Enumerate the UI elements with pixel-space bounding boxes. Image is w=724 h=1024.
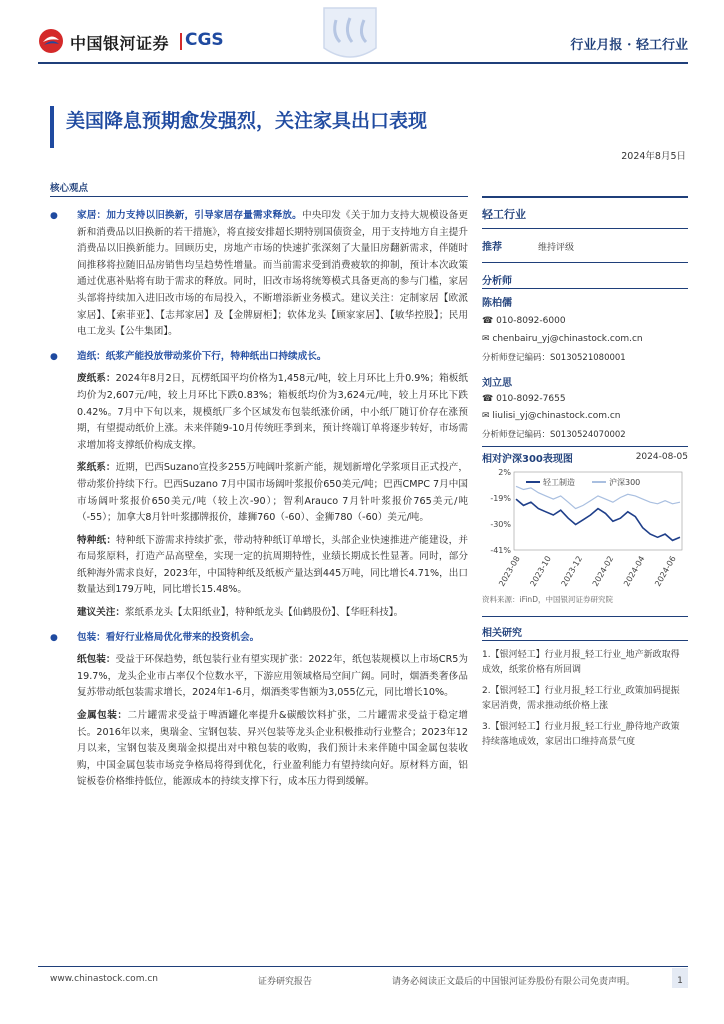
header-rule (38, 62, 688, 64)
para-pulp (50, 460, 468, 526)
analyst-2-email[interactable] (482, 411, 620, 421)
waste-paper-label: 废纸系： (77, 373, 116, 385)
page-number: 1 (677, 976, 683, 986)
bullet-icon: ● (50, 632, 58, 643)
brand-logo-icon (38, 28, 64, 54)
chart-legend-label: 沪深300 (609, 478, 641, 487)
paper-pack-label: 纸包装： (77, 654, 116, 666)
para-home-head: 家居：加力支持以旧换新，引导家居存量需求释放。 (77, 210, 302, 221)
special-paper-body: 特种纸下游需求持续扩张，带动特种纸订单增长，头部企业快速推进产能建设，并布局浆原料，打造产品高壁垒，实现一定的抗周期特性，业绩长期成长性显著。同时，部分纸种海外需求良好，2023年，中国特种纸及纸板产量达到445万吨，同比增长4.71%，出口数量达到179万吨，同比增长15.48%。 (77, 534, 468, 596)
para-packaging (50, 630, 468, 647)
chart-x-tick: 2024-06 (653, 554, 678, 588)
mail-icon: ✉ (482, 334, 493, 344)
para-home (50, 208, 468, 341)
rating-value: 维持评级 (538, 243, 575, 253)
sidebar (482, 196, 688, 756)
footer-disclaimer: 请务必阅读正文最后的中国银河证券股份有限公司免责声明。 (392, 977, 636, 987)
footer-url[interactable]: www.chinastock.com.cn (50, 974, 158, 984)
para-metal-pack (50, 708, 468, 791)
analyst-1-reg: 分析师登记编码：S0130521080001 (482, 353, 626, 363)
chart-date: 2024-08-05 (635, 452, 688, 462)
analyst-1-email-text: chenbairu_yj@chinastock.com.cn (492, 334, 643, 344)
related-item[interactable]: 1.【银河轻工】行业月报_轻工行业_地产新政取得成效，纸浆价格有所回调 (482, 650, 680, 675)
sidebar-rule-6 (482, 640, 688, 641)
core-rule (50, 196, 468, 197)
page-number-box (672, 968, 688, 988)
analyst-1-email[interactable] (482, 334, 643, 344)
chart-x-tick: 2023-08 (497, 554, 522, 588)
para-paper-pack (50, 652, 468, 702)
brand-name: 中国银河证券 (70, 34, 170, 53)
para-paper (50, 349, 468, 366)
report-date: 2024年8月5日 (621, 151, 686, 162)
report-type: 行业月报 · 轻工行业 (570, 38, 688, 53)
pulp-body: 近期，巴西Suzano宣投多255万吨阔叶浆新产能，规划新增化学浆项目正式投产，带动浆价持续下行。巴西Suzano 7月中国市场阔叶浆报价650美元/吨；巴西CMPC 7月中国市场阔叶浆报价650美元/吨（较上次-90）；智利Arauco 7月针叶浆报价765美元/吨（-55）；加拿大8月针叶浆挪牌报价，雄狮760（-60）、金狮780（-60）美元/吨。 (77, 462, 468, 524)
performance-chart (482, 466, 688, 596)
related-item[interactable]: 3.【银河轻工】行业月报_轻工行业_静待地产政策持续落地成效，家居出口维持高景气度 (482, 722, 680, 747)
watermark-logo (318, 6, 382, 64)
chart-title: 相对沪深300表现图 (482, 454, 573, 465)
para-waste-paper (50, 371, 468, 454)
chart-source: 资料来源：iFinD，中国银河证券研究院 (482, 595, 613, 604)
suggest-label: 建议关注： (77, 607, 125, 619)
related-heading: 相关研究 (482, 628, 522, 639)
sidebar-industry: 轻工行业 (482, 208, 526, 221)
rating-label: 推荐 (482, 242, 502, 253)
bullet-icon: ● (50, 351, 58, 362)
brand-divider (180, 33, 182, 50)
analyst-heading: 分析师 (482, 276, 512, 287)
paper-pack-body: 受益于环保趋势，纸包装行业有望实现扩张：2022年，纸包装规模以上市场CR5为19.7%，龙头企业市占率仅个位数水平，下游应用领域格局空间广阔。同时，烟酒类奢侈品复苏带动纸包装需求增长，2024年1-6月，烟酒类零售额为3,055亿元，同比增长10%。 (77, 654, 468, 699)
chart-x-tick: 2023-10 (528, 554, 553, 588)
chart-x-tick: 2023-12 (559, 554, 585, 588)
sidebar-rule-3 (482, 288, 688, 289)
analyst-1-name: 陈柏儒 (482, 298, 512, 309)
analyst-2-phone-text: 010-8092-7655 (496, 394, 566, 404)
sidebar-rule-top (482, 196, 688, 198)
chart-y-tick: -30% (490, 520, 511, 529)
metal-pack-body: 二片罐需求受益于啤酒罐化率提升&碳酸饮料扩张，二片罐需求受益于稳定增长。2016年以来，奥瑞金、宝钢包装、昇兴包装等龙头企业积极推动行业整合；2023年12月以来，宝钢包装及奥瑞金拟提出对中粮包装的收购，我们预计未来伴随中国金属包装收购，中国金属包装市场竞争格局将得到优化，行业盈利能力有望持续向好。原材料方面，铝锭板卷价格维持低位，能源成本的持续支撑下行，成本压力得到缓解。 (77, 710, 468, 788)
chart-series-line-0 (516, 499, 680, 540)
analyst-1-phone (482, 316, 566, 326)
analyst-2-phone (482, 394, 566, 404)
core-label: 核心观点 (50, 183, 89, 194)
para-suggest (50, 605, 468, 622)
analyst-1-phone-text: 010-8092-6000 (496, 316, 566, 326)
sidebar-rule-4 (482, 446, 688, 447)
sidebar-rule-1 (482, 228, 688, 229)
chart-y-tick: -41% (490, 546, 511, 555)
brand-cgs: CGS (185, 30, 224, 50)
title-bar (50, 106, 54, 148)
mail-icon: ✉ (482, 411, 493, 421)
phone-icon: ☎ (482, 316, 497, 326)
pulp-label: 浆纸系： (77, 462, 116, 474)
footer-rule (38, 966, 688, 967)
related-item[interactable]: 2.【银河轻工】行业月报_轻工行业_政策加码提振家居消费，需求推动纸价格上涨 (482, 686, 680, 711)
chart-axis-box (514, 472, 682, 550)
metal-pack-label: 金属包装： (77, 710, 128, 722)
analyst-2-email-text: liulisi_yj@chinastock.com.cn (492, 411, 621, 421)
para-paper-head: 造纸：纸浆产能投放带动浆价下行，特种纸出口持续成长。 (77, 350, 327, 362)
phone-icon: ☎ (482, 394, 497, 404)
special-paper-label: 特种纸： (77, 534, 117, 546)
bullet-icon: ● (50, 211, 58, 221)
sidebar-rule-5 (482, 616, 688, 617)
para-packaging-head: 包装：看好行业格局优化带来的投资机会。 (77, 631, 260, 643)
main-column (50, 208, 468, 893)
page-title: 美国降息预期愈发强烈，关注家具出口表现 (66, 110, 428, 132)
chart-x-tick: 2024-02 (590, 554, 616, 588)
chart-series-line-1 (516, 486, 680, 508)
footer-center: 证券研究报告 (258, 977, 313, 987)
chart-x-tick: 2024-04 (622, 554, 647, 588)
para-special-paper (50, 533, 468, 599)
analyst-2-reg: 分析师登记编码：S0130524070002 (482, 430, 626, 440)
waste-paper-body: 2024年8月2日，瓦楞纸国平均价格为1,458元/吨，较上月环比上升0.9%；箱板纸均价为2,607元/吨，较上月环比下跌0.83%；箱板纸均价为3,624元/吨，较上月环比下跌0.42%。7月中下旬以来，规模纸厂多个区域发布包装纸涨价函，中小纸厂随订价存在涨预期，有望提动纸价上涨。未来伴随9-10月传统旺季到来，预计终端订单将逐步转好，市场需求增加将支撑纸价构成支撑。 (77, 373, 468, 451)
suggest-body: 浆纸系龙头【太阳纸业】，特种纸龙头【仙鹤股份】、【华旺科技】。 (124, 607, 404, 619)
brand-logo (38, 28, 248, 54)
chart-y-tick: -19% (490, 494, 511, 503)
sidebar-rule-2 (482, 262, 688, 263)
chart-legend-label: 轻工制造 (543, 478, 575, 487)
chart-y-tick: 2% (498, 468, 511, 477)
analyst-2-name: 刘立思 (482, 378, 512, 389)
para-home-body: 中央印发《关于加力支持大规模设备更新和消费品以旧换新的若干措施》，将直接安排超长期特别国债资金，用于支持地方自主提升消费品以旧换新能力。回顾历史，房地产市场的快速扩张深刻了大量旧房翻新需求，伴随时间推移将拉随旧品房销售均呈趋势性增量。而当前需求受到消费疲软的抑制，预计本次政策通过优惠补贴将有助于需求的释放。同时，旧改市场将统筹模式具备更高的参与门槛，家居头部将持续加入进旧改市场的布局投入，不断增添新业务模式。建议关注：定制家居【欧派家居】、【索菲亚】、【志邦家居】及【金牌厨柜】；软体龙头【顾家家居】、【敏华控股】；民用电工龙头【公牛集团】。 (77, 210, 468, 338)
